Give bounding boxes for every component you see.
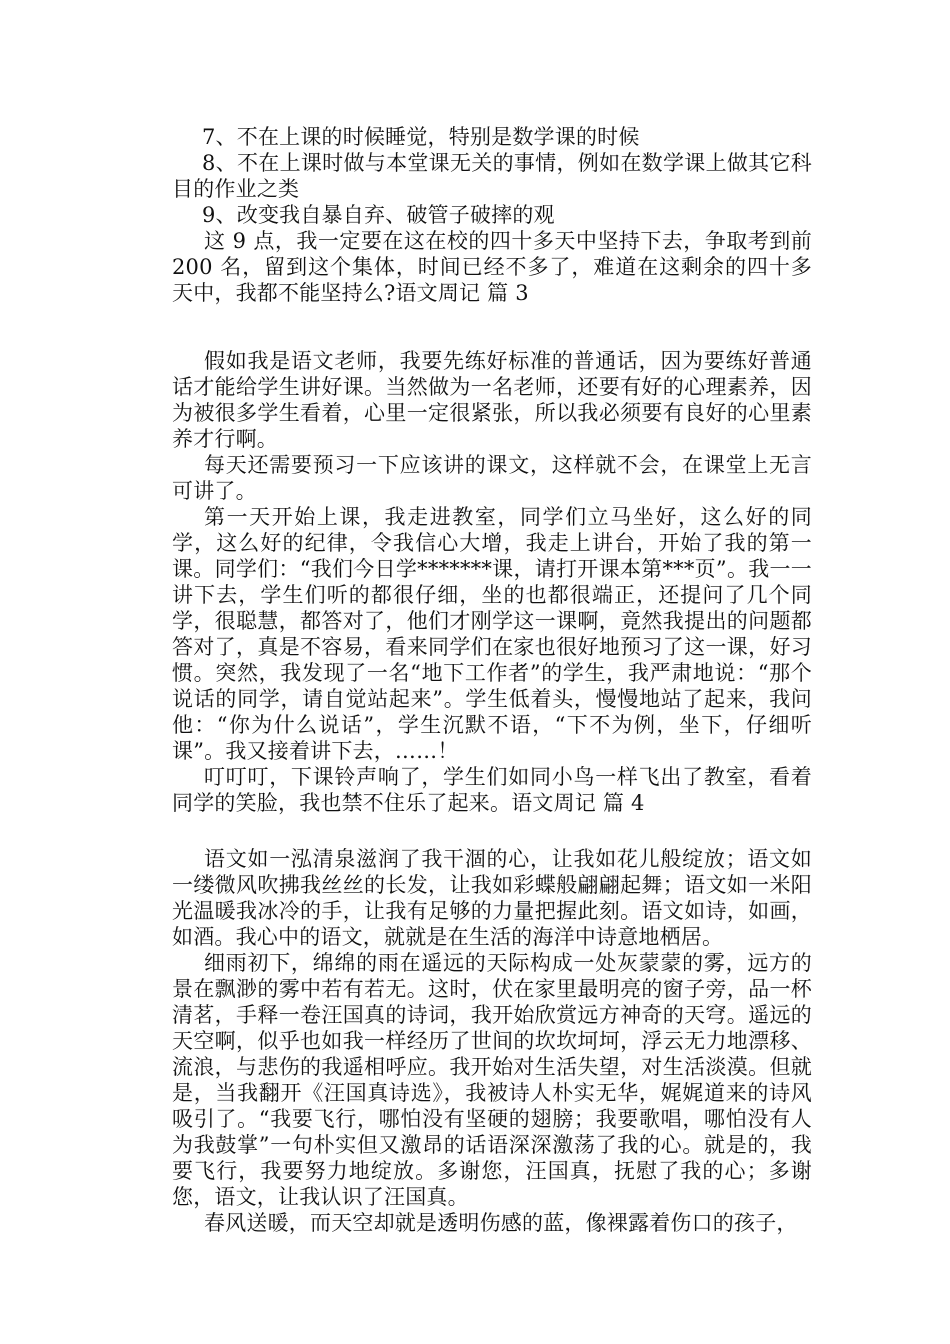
section-1 [172, 124, 812, 306]
paragraph: 7、不在上课的时候睡觉，特别是数学课的时候 [202, 125, 640, 149]
paragraph: 8、不在上课时做与本堂课无关的事情，例如在数学课上做其它科目的作业之类 [172, 151, 812, 201]
paragraph: 第一天开始上课，我走进教室，同学们立马坐好，这么好的同学，这么好的纪律，令我信心大增，我走上讲台，开始了我的第一课。同学们：“我们今日学*******课，请打开课本第***页”。我一一讲下去，学生们听的都很仔细，坐的也都很端正，还提问了几个同学，很聪慧，都答对了，他们才刚学这一课啊，竟然我提出的问题都答对了，真是不容易，看来同学们在家也很好地预习了这一课，好习惯。突然，我发现了一名“地下工作者”的学生，我严肃地说：“那个说话的同学，请自觉站起来”。学生低着头，慢慢地站了起来，我问他：“你为什么说话”，学生沉默不语，“下不为例，坐下，仔细听课”。我又接着讲下去，……！ [172, 505, 812, 763]
paragraph: 春风送暖，而天空却就是透明伤感的蓝，像裸露着伤口的孩子， [204, 1211, 798, 1235]
paragraph: 语文如一泓清泉滋润了我干涸的心，让我如花儿般绽放；语文如一缕微风吹拂我丝丝的长发，让我如彩蝶般翩翩起舞；语文如一米阳光温暖我冰冷的手，让我有足够的力量把握此刻。语文如诗，如画，如酒。我心中的语文，就就是在生活的海洋中诗意地栖居。 [172, 847, 812, 949]
paragraph: 细雨初下，绵绵的雨在遥远的天际构成一处灰蒙蒙的雾，远方的景在飘渺的雾中若有若无。这时，伏在家里最明亮的窗子旁，品一杯清茗，手释一卷汪国真的诗词，我开始欣赏远方神奇的天穹。遥远的天空啊，似乎也如我一样经历了世间的坎坎坷坷，浮云无力地漂移、流浪，与悲伤的我遥相呼应。我开始对生活失望，对生活淡漠。但就是，当我翻开《汪国真诗选》，我被诗人朴实无华，娓娓道来的诗风吸引了。“我要飞行，哪怕没有坚硬的翅膀；我要歌唱，哪怕没有人为我鼓掌”一句朴实但又激昂的话语深深激荡了我的心。就是的，我要飞行，我要努力地绽放。多谢您，汪国真，抚慰了我的心；多谢您，语文，让我认识了汪国真。 [172, 951, 812, 1209]
paragraph: 假如我是语文老师，我要先练好标准的普通话，因为要练好普通话才能给学生讲好课。当然做为一名老师，还要有好的心理素养，因为被很多学生看着，心里一定很紧张，所以我必须要有良好的心里素养才行啊。 [172, 349, 812, 451]
section-3 [172, 846, 812, 1236]
paragraph: 这 9 点，我一定要在这在校的四十多天中坚持下去，争取考到前 200 名，留到这个集体，时间已经不多了，难道在这剩余的四十多天中，我都不能坚持么?语文周记 篇 3 [172, 229, 812, 305]
paragraph: 每天还需要预习一下应该讲的课文，这样就不会，在课堂上无言可讲了。 [172, 453, 812, 503]
paragraph: 9、改变我自暴自弃、破管子破摔的观 [202, 203, 555, 227]
paragraph: 叮叮叮，下课铃声响了，学生们如同小鸟一样飞出了教室，看着同学的笑脸，我也禁不住乐了起来。语文周记 篇 4 [172, 765, 812, 815]
section-2 [172, 348, 812, 816]
